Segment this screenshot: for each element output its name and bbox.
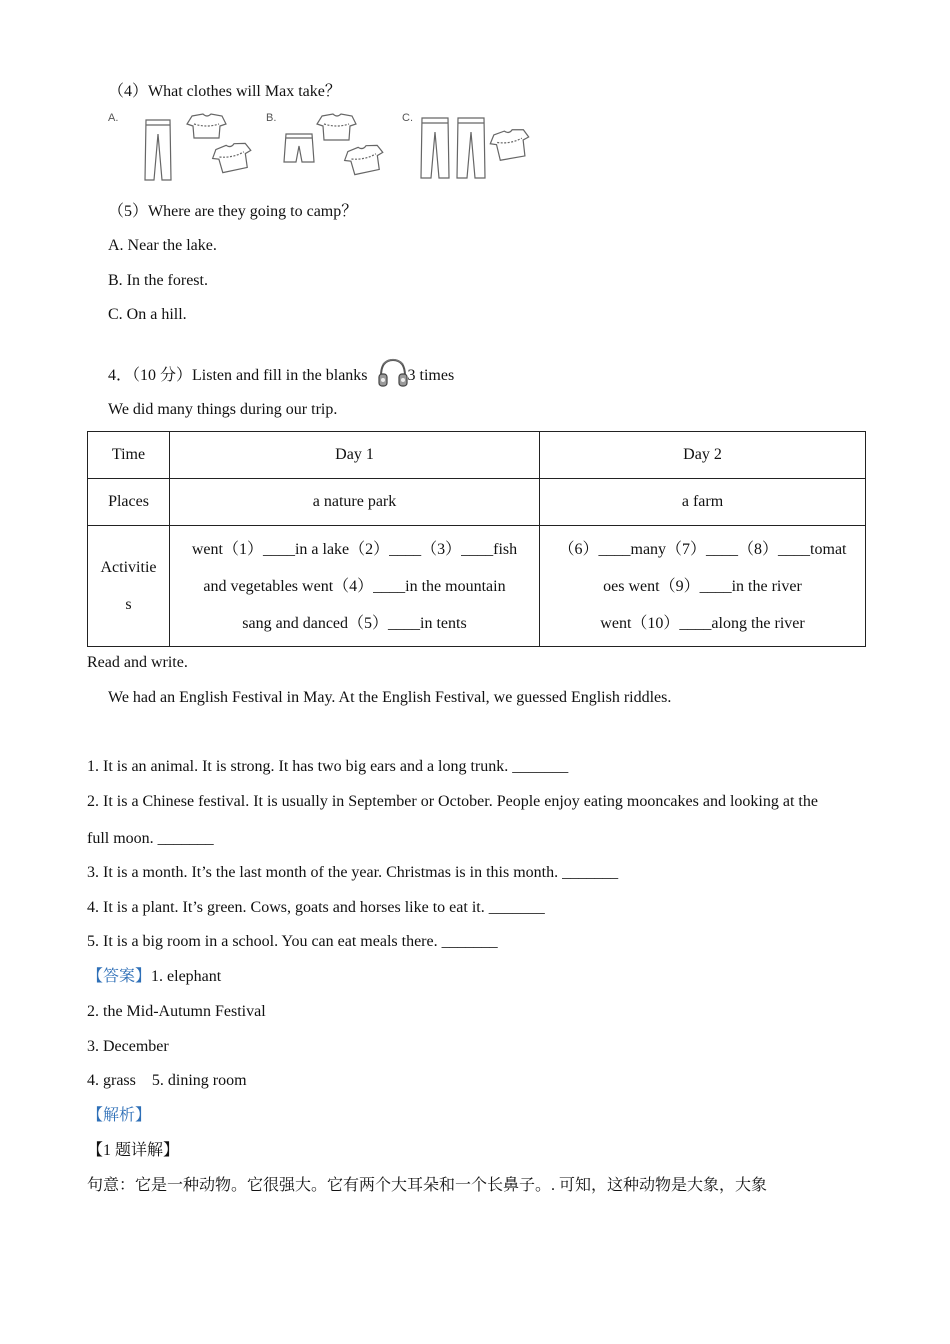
q4-option-b-label: B. — [266, 112, 277, 124]
riddle-2[interactable]: 2. It is a Chinese festival. It is usually in September or October. People enjoy eating mooncakes and looking at the — [87, 793, 818, 810]
q4-option-a[interactable] — [108, 112, 258, 188]
q5-option-b[interactable]: B. In the forest. — [108, 272, 208, 289]
blank-line[interactable]: sang and danced（5）____in tents — [242, 614, 467, 632]
q4-option-c-label: C. — [402, 112, 413, 124]
blank-line[interactable]: went（1）____in a lake（2）____（3）____fish — [191, 540, 518, 558]
riddle-4[interactable]: 4. It is a plant. It’s green. Cows, goats and horses like to eat it. _______ — [87, 899, 545, 916]
table-row — [88, 479, 866, 526]
tshirt-icon — [317, 114, 356, 140]
blank-line[interactable]: and vegetables went（4）____in the mountain — [203, 577, 506, 595]
activities-label-line: Activitie — [100, 559, 157, 576]
answer-4-5: 4. grass 5. dining room — [87, 1072, 247, 1089]
activities-day1 — [170, 526, 540, 647]
answer-1: 1. elephant — [151, 968, 222, 985]
analysis-tag: 【解析】 — [87, 1107, 152, 1124]
q5-option-c[interactable]: C. On a hill. — [108, 306, 187, 323]
activities-label — [88, 526, 170, 647]
blank-line[interactable]: （6）____many（7）____（8）____tomat — [558, 540, 847, 558]
read-write-title: Read and write. — [87, 654, 188, 671]
header-day2: Day 2 — [540, 432, 866, 479]
riddle-5[interactable]: 5. It is a big room in a school. You can eat meals there. _______ — [87, 933, 498, 950]
blank-line[interactable]: went（10）____along the river — [600, 614, 805, 632]
section4-heading — [108, 356, 454, 390]
q4-option-c[interactable] — [402, 112, 542, 188]
shorts-icon — [284, 134, 314, 162]
tshirt-icon — [489, 127, 532, 161]
section4-times: 3 times — [407, 367, 455, 384]
answer-3: 3. December — [87, 1038, 169, 1055]
q4-option-a-label: A. — [108, 112, 119, 124]
answer-tag: 【答案】 — [87, 968, 152, 985]
q5-question: （5）Where are they going to camp？ — [108, 203, 358, 220]
q4-option-b[interactable] — [266, 112, 396, 188]
riddle-3[interactable]: 3. It is a month. It’s the last month of the year. Christmas is in this month. _______ — [87, 864, 619, 881]
header-day1: Day 1 — [170, 432, 540, 479]
trousers-icon — [145, 120, 171, 180]
tshirt-icon — [343, 143, 387, 177]
activities-label-line: s — [125, 596, 132, 613]
tshirt-icon — [211, 141, 255, 175]
table-row — [88, 432, 866, 479]
trip-table — [87, 431, 866, 647]
blank-line[interactable]: oes went（9）____in the river — [603, 577, 802, 595]
headphones-icon[interactable] — [376, 356, 410, 390]
q4-picture-options — [108, 112, 548, 188]
q4-question: （4）What clothes will Max take？ — [108, 83, 341, 100]
analysis-sub-tag: 【1 题详解】 — [87, 1142, 180, 1159]
table-row — [88, 526, 866, 647]
read-write-intro: We had an English Festival in May. At the English Festival, we guessed English riddles. — [108, 689, 672, 706]
section4-heading-text: 4．（10 分）Listen and fill in the blanks — [108, 367, 368, 384]
riddle-2-cont[interactable]: full moon. _______ — [87, 830, 214, 847]
section4-intro: We did many things during our trip. — [108, 401, 338, 418]
trousers-icon — [421, 118, 449, 178]
answer-line — [87, 967, 221, 987]
answer-2: 2. the Mid-Autumn Festival — [87, 1003, 266, 1020]
places-day2: a farm — [540, 479, 866, 526]
q5-option-a[interactable]: A. Near the lake. — [108, 237, 217, 254]
tshirt-icon — [187, 114, 226, 138]
trousers-icon — [457, 118, 485, 178]
riddle-1[interactable]: 1. It is an animal. It is strong. It has two big ears and a long trunk. _______ — [87, 758, 569, 775]
activities-day2 — [540, 526, 866, 647]
places-day1: a nature park — [170, 479, 540, 526]
analysis-text: 句意：它是一种动物。它很强大。它有两个大耳朵和一个长鼻子。. 可知，这种动物是大象，大象 — [87, 1177, 768, 1194]
places-label: Places — [88, 479, 170, 526]
header-time: Time — [88, 432, 170, 479]
